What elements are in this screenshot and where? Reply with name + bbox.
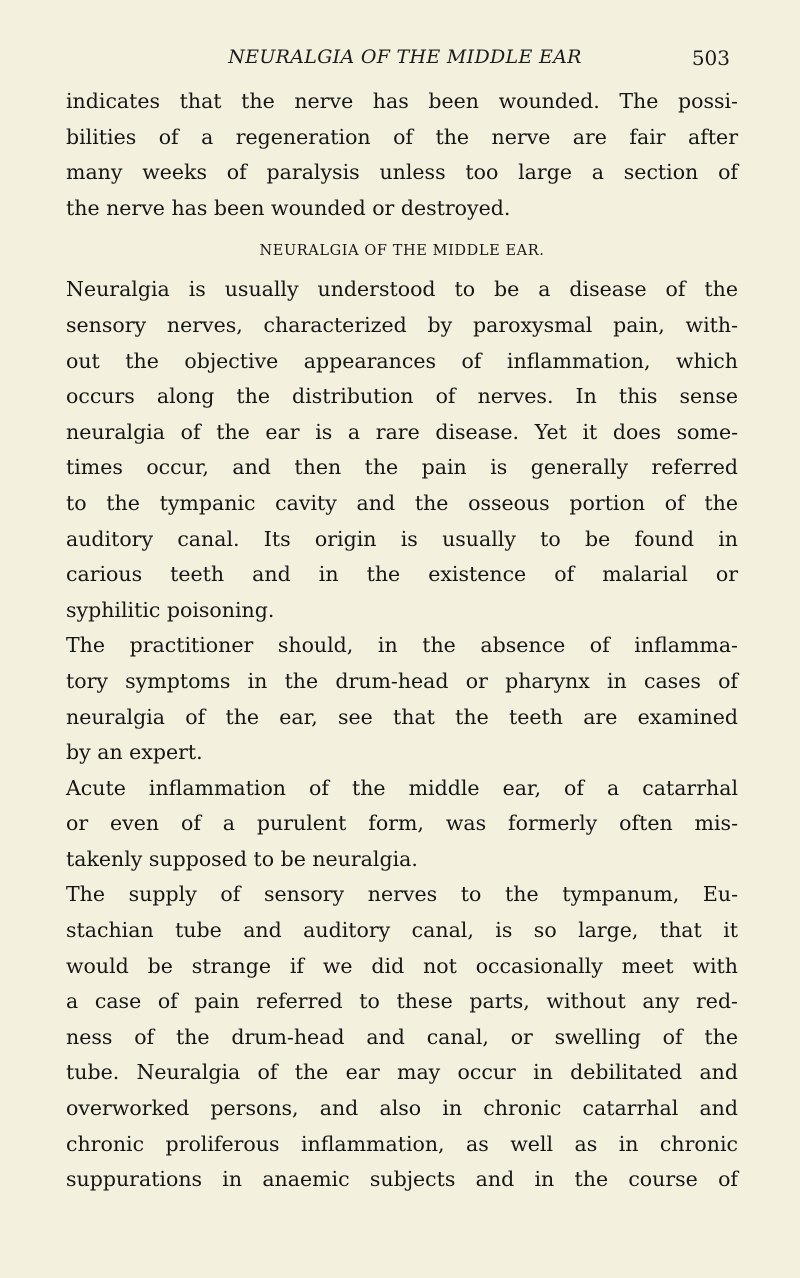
- text-line: by an expert.: [66, 740, 203, 765]
- running-title: NEURALGIA OF THE MIDDLE EAR: [228, 46, 582, 68]
- text-line: takenly supposed to be neuralgia.: [66, 846, 418, 871]
- text-line: ness of the drum-head and canal, or swelling of the: [66, 1024, 738, 1049]
- paragraph-4: [66, 877, 738, 1197]
- text-line: tube. Neuralgia of the ear may occur in debilitated and: [66, 1060, 738, 1085]
- text-line: times occur, and then the pain is generally referred: [66, 455, 738, 480]
- text-line: chronic proliferous inflammation, as well as in chronic: [66, 1131, 738, 1156]
- text-line: auditory canal. Its origin is usually to be found in: [66, 526, 738, 551]
- text-line: bilities of a regeneration of the nerve are fair after: [66, 124, 738, 149]
- text-line: neuralgia of the ear, see that the teeth are examined: [66, 704, 738, 729]
- text-line: the nerve has been wounded or destroyed.: [66, 195, 511, 220]
- text-line: indicates that the nerve has been wounded. The possi-: [66, 89, 738, 113]
- section-heading: NEURALGIA OF THE MIDDLE EAR.: [259, 243, 545, 260]
- text-line: syphilitic poisoning.: [66, 597, 275, 622]
- text-line: carious teeth and in the existence of malarial or: [66, 562, 738, 587]
- page-number: 503: [691, 46, 730, 70]
- paragraph-1: [66, 272, 738, 628]
- text-line: The practitioner should, in the absence of inflamma-: [66, 633, 738, 658]
- text-line: to the tympanic cavity and the osseous portion of the: [66, 490, 738, 515]
- text-line: overworked persons, and also in chronic catarrhal and: [66, 1096, 738, 1121]
- text-line: occurs along the distribution of nerves. In this sense: [66, 384, 738, 409]
- text-line: would be strange if we did not occasionally meet with: [66, 953, 738, 978]
- text-line: Acute inflammation of the middle ear, of a catarrhal: [66, 775, 738, 800]
- text-line: stachian tube and auditory canal, is so large, that it: [66, 918, 738, 943]
- paragraph-2: [66, 628, 738, 770]
- text-line: or even of a purulent form, was formerly often mis-: [66, 811, 738, 836]
- text-line: out the objective appearances of inflammation, which: [66, 348, 738, 373]
- text-line: neuralgia of the ear is a rare disease. Yet it does some-: [66, 419, 738, 444]
- text-line: many weeks of paralysis unless too large a section of: [66, 160, 738, 185]
- intro-paragraph: [66, 84, 738, 226]
- text-line: The supply of sensory nerves to the tympanum, Eu-: [66, 882, 738, 907]
- body-text: [66, 84, 738, 1198]
- text-line: Neuralgia is usually understood to be a disease of the: [66, 277, 738, 302]
- text-line: tory symptoms in the drum-head or pharynx in cases of: [66, 668, 738, 693]
- paragraph-3: [66, 771, 738, 878]
- text-line: sensory nerves, characterized by paroxysmal pain, with-: [66, 312, 738, 337]
- text-line: suppurations in anaemic subjects and in the course of: [66, 1167, 738, 1192]
- text-line: a case of pain referred to these parts, without any red-: [66, 989, 738, 1014]
